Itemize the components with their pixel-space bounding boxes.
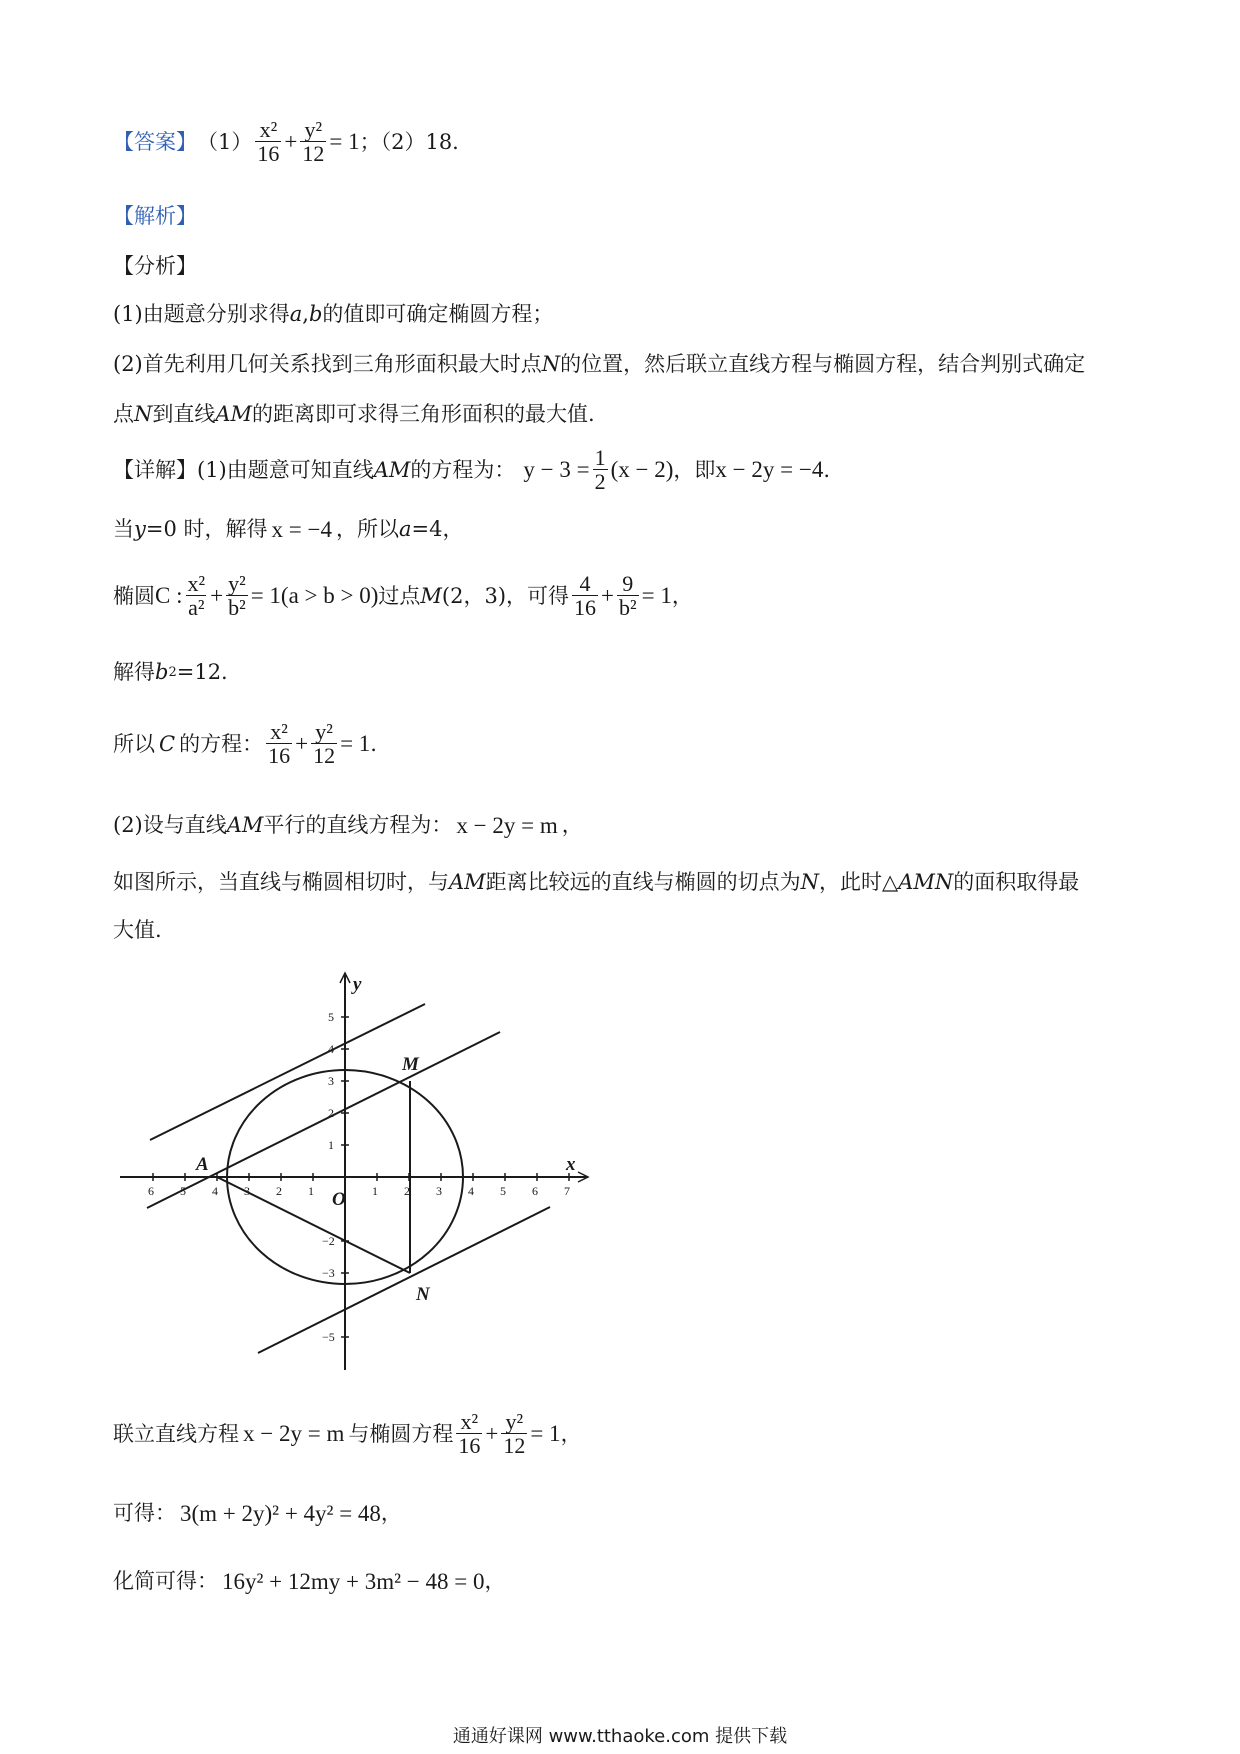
detail-label: 【详解】 xyxy=(113,457,197,482)
fenxi-line-1: (1)由题意分别求得 a , b 的值即可确定椭圆方程； xyxy=(113,302,554,326)
y-tick-label: −5 xyxy=(322,1330,335,1344)
ellipse-diagram xyxy=(110,970,590,1370)
half-fraction: $\frac{1}{2}$ xyxy=(594,445,606,495)
x-tick-label: 2 xyxy=(404,1184,410,1198)
answer-label: 【答案】 xyxy=(113,129,197,154)
analysis-heading: 【解析】 xyxy=(113,204,197,228)
x-tick-label: 6 xyxy=(148,1184,154,1198)
solve-b-line: 解得 b 2 =12. xyxy=(113,660,228,684)
y-tick-label: 5 xyxy=(328,1010,334,1024)
answer-fraction-y: $\frac{\text{y²}}{12}$ xyxy=(302,117,325,167)
point-m-label: M xyxy=(402,1054,419,1075)
figure-desc-line-2: 大值. xyxy=(113,918,162,942)
answer-line: 【答案】 （1） $\frac{\text{x²}}{16}$ + $\frac{\text{y²}}{12}$ = 1 ；（2）18. xyxy=(113,117,459,167)
x-tick-label: 6 xyxy=(532,1184,538,1198)
combine-line: 联立直线方程 x − 2y = m 与椭圆方程 $\frac{\text{x²}}{16}$ + $\frac{\text{y²}}{12}$ = 1 ， xyxy=(113,1409,582,1459)
x-tick-label: 1 xyxy=(308,1184,314,1198)
ellipse-line: 椭圆 C : $\frac{\text{x²}}{\text{a²}}$ + $\frac{\text{y²}}{\text{b²}}$ = 1(a > b > 0) 过点 M (2，3)，可得 $\frac{4}{16}$ + $\frac{9}{\text{b²}}$ = 1 ， xyxy=(113,571,693,621)
answer-fraction-x: $\frac{\text{x²}}{16}$ xyxy=(257,117,280,167)
x-tick-label: 4 xyxy=(212,1184,218,1198)
part2-line: (2)设与直线 AM 平行的直线方程为： x − 2y = m ， xyxy=(113,813,583,838)
y-tick-label: −2 xyxy=(322,1234,335,1248)
fenxi-heading: 【分析】 xyxy=(113,254,197,278)
x-tick-label: 4 xyxy=(468,1184,474,1198)
x-tick-label: 5 xyxy=(500,1184,506,1198)
point-a-label: A xyxy=(196,1154,209,1175)
c-equation-line: 所以 C 的方程： $\frac{\text{x²}}{16}$ + $\frac{\text{y²}}{12}$ = 1 . xyxy=(113,719,377,769)
y-tick-label: 4 xyxy=(328,1042,334,1056)
answer-part2: ；（2）18. xyxy=(359,129,459,154)
simplify-line: 化简可得： 16y² + 12my + 3m² − 48 = 0 ， xyxy=(113,1569,506,1594)
fenxi-line-2: (2)首先利用几何关系找到三角形面积最大时点 N 的位置，然后联立直线方程与椭圆方程，结合判别式确定 xyxy=(113,352,1086,376)
answer-part1: （1） xyxy=(197,129,253,154)
detail-line: 【详解】 (1)由题意可知直线 AM 的方程为： y − 3 = $\frac{1}{2}$ (x − 2) ，即 x − 2y = −4 . xyxy=(113,445,831,495)
obtain-line: 可得： 3(m + 2y)² + 4y² = 48 ， xyxy=(113,1501,402,1526)
x-tick-label: 3 xyxy=(436,1184,442,1198)
line-am xyxy=(147,1032,500,1208)
answer-eq: = 1 xyxy=(329,129,360,155)
y-axis-label: y xyxy=(353,974,362,995)
x-tick-label: 5 xyxy=(180,1184,186,1198)
page-footer: 通通好课网 www.tthaoke.com 提供下载 xyxy=(452,1726,788,1747)
fenxi-line-3: 点 N 到直线 AM 的距离即可求得三角形面积的最大值. xyxy=(113,402,595,426)
lower-tangent-line xyxy=(258,1207,550,1353)
origin-label: O xyxy=(332,1189,346,1210)
x-tick-label: 7 xyxy=(564,1184,570,1198)
y-tick-label: 2 xyxy=(328,1106,334,1120)
y-tick-label: −3 xyxy=(322,1266,335,1280)
y-tick-label: 1 xyxy=(328,1138,334,1152)
x-axis-label: x xyxy=(566,1154,576,1175)
point-n-label: N xyxy=(416,1284,430,1305)
x-tick-label: 2 xyxy=(276,1184,282,1198)
x-tick-label: 1 xyxy=(372,1184,378,1198)
upper-tangent-line xyxy=(150,1004,425,1140)
y-tick-label: 3 xyxy=(328,1074,334,1088)
figure-desc-line-1: 如图所示，当直线与椭圆相切时，与 AM 距离比较远的直线与椭圆的切点为 N ，此时△ AMN 的面积取得最 xyxy=(113,870,1080,894)
x-tick-label: 3 xyxy=(244,1184,250,1198)
y0-line: 当 y =0 时，解得 x = −4 ，所以 a =4， xyxy=(113,517,464,542)
